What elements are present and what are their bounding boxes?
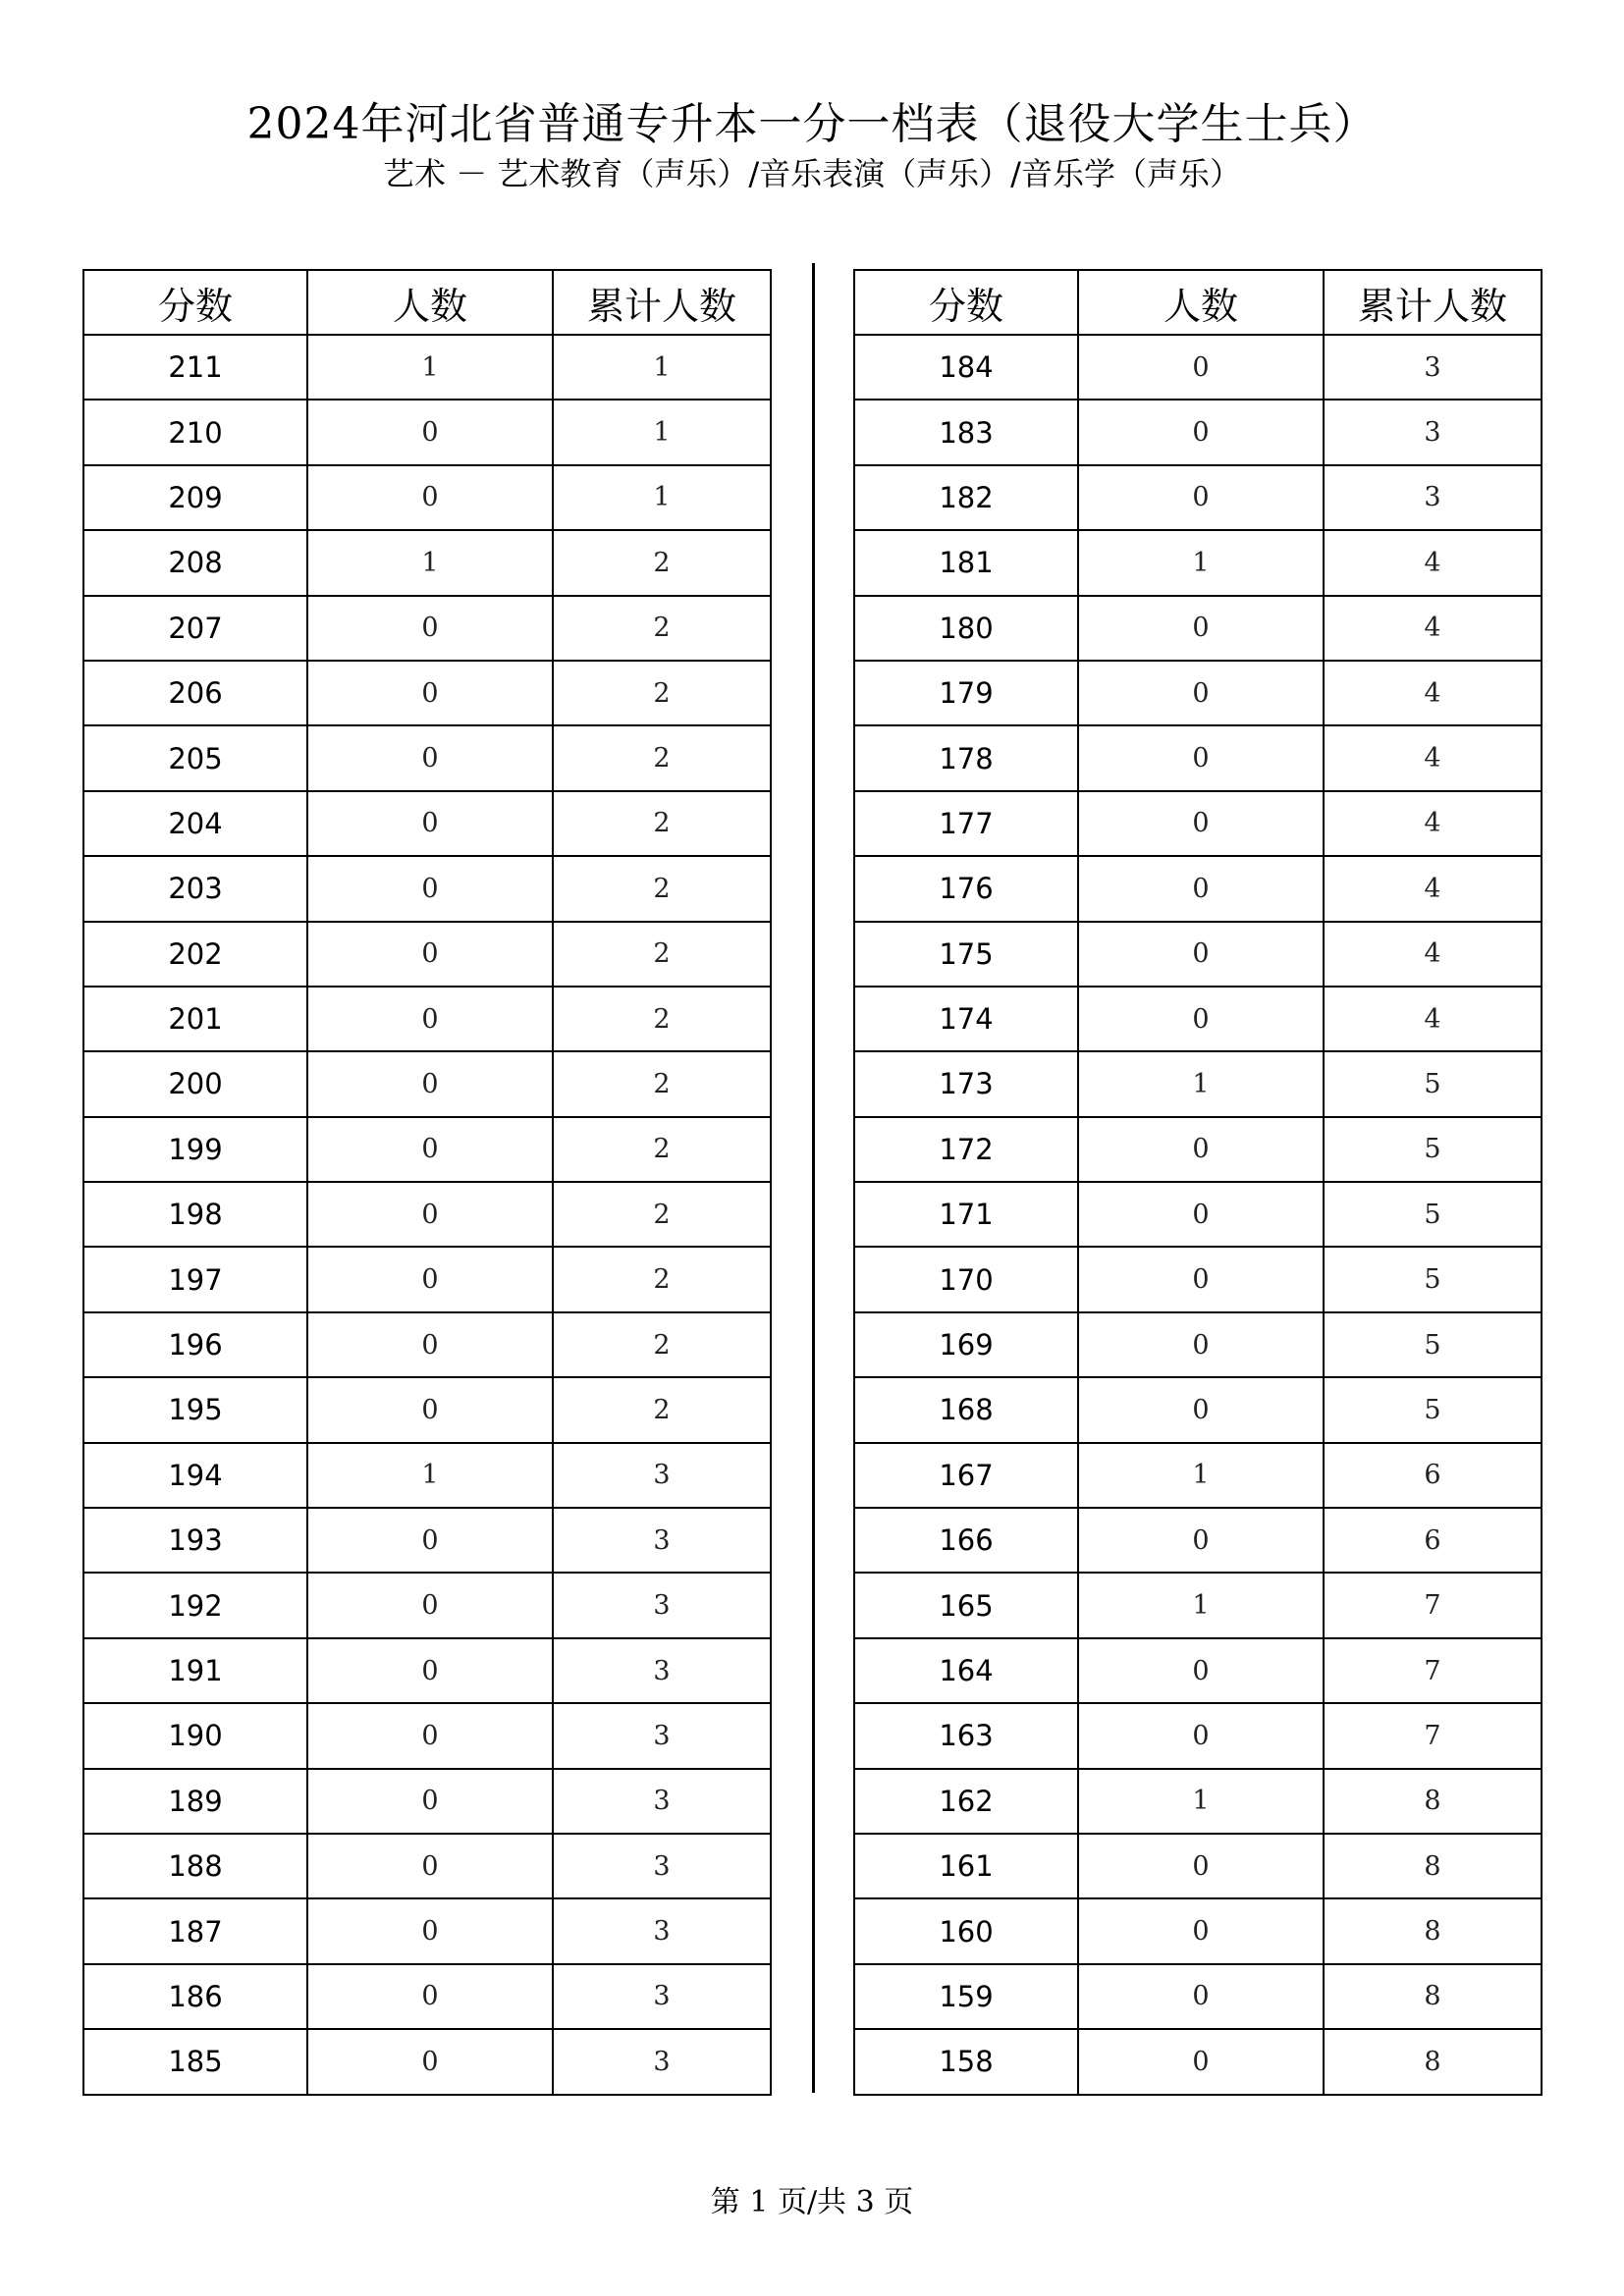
score-cell: 164 xyxy=(854,1638,1078,1703)
count-cell: 0 xyxy=(1078,661,1324,725)
count-cell: 0 xyxy=(1078,2029,1324,2094)
cumulative-cell: 2 xyxy=(553,1247,771,1311)
table-row xyxy=(854,791,1542,856)
table-row xyxy=(83,1117,771,1182)
score-table-left xyxy=(82,269,772,2096)
score-cell: 194 xyxy=(83,1443,307,1508)
count-cell: 0 xyxy=(1078,1898,1324,1963)
score-cell: 198 xyxy=(83,1182,307,1247)
count-cell: 1 xyxy=(1078,530,1324,595)
cumulative-cell: 3 xyxy=(1324,465,1542,530)
count-cell: 0 xyxy=(307,1312,553,1377)
score-cell: 161 xyxy=(854,1834,1078,1898)
cumulative-cell: 8 xyxy=(1324,1769,1542,1834)
cumulative-cell: 4 xyxy=(1324,987,1542,1051)
header-score: 分数 xyxy=(83,270,307,335)
table-row xyxy=(83,596,771,661)
cumulative-cell: 3 xyxy=(553,1443,771,1508)
header-count: 人数 xyxy=(307,270,553,335)
score-cell: 168 xyxy=(854,1377,1078,1442)
count-cell: 0 xyxy=(307,2029,553,2094)
header-score: 分数 xyxy=(854,270,1078,335)
score-cell: 184 xyxy=(854,335,1078,400)
count-cell: 0 xyxy=(1078,1638,1324,1703)
table-row xyxy=(83,2029,771,2094)
cumulative-cell: 5 xyxy=(1324,1051,1542,1116)
score-table-right xyxy=(853,269,1543,2096)
count-cell: 0 xyxy=(307,1573,553,1637)
count-cell: 1 xyxy=(1078,1051,1324,1116)
count-cell: 0 xyxy=(307,922,553,987)
table-row xyxy=(854,400,1542,464)
table-row xyxy=(83,922,771,987)
count-cell: 0 xyxy=(307,1377,553,1442)
count-cell: 0 xyxy=(1078,987,1324,1051)
count-cell: 1 xyxy=(1078,1769,1324,1834)
table-row xyxy=(83,1638,771,1703)
cumulative-cell: 8 xyxy=(1324,2029,1542,2094)
count-cell: 1 xyxy=(307,530,553,595)
count-cell: 0 xyxy=(1078,335,1324,400)
table-row xyxy=(83,725,771,790)
table-row xyxy=(854,725,1542,790)
score-cell: 186 xyxy=(83,1964,307,2029)
score-cell: 208 xyxy=(83,530,307,595)
cumulative-cell: 7 xyxy=(1324,1573,1542,1637)
count-cell: 0 xyxy=(1078,1312,1324,1377)
score-cell: 173 xyxy=(854,1051,1078,1116)
cumulative-cell: 7 xyxy=(1324,1638,1542,1703)
cumulative-cell: 2 xyxy=(553,791,771,856)
count-cell: 0 xyxy=(307,661,553,725)
score-cell: 210 xyxy=(83,400,307,464)
cumulative-cell: 5 xyxy=(1324,1117,1542,1182)
table-row xyxy=(854,1573,1542,1637)
cumulative-cell: 3 xyxy=(1324,400,1542,464)
table-row xyxy=(83,530,771,595)
table-row xyxy=(83,856,771,921)
table-row xyxy=(83,1051,771,1116)
table-row xyxy=(83,1703,771,1768)
count-cell: 1 xyxy=(1078,1573,1324,1637)
cumulative-cell: 3 xyxy=(553,1834,771,1898)
cumulative-cell: 2 xyxy=(553,1051,771,1116)
cumulative-cell: 3 xyxy=(553,1769,771,1834)
count-cell: 1 xyxy=(307,335,553,400)
table-row xyxy=(854,465,1542,530)
score-cell: 188 xyxy=(83,1834,307,1898)
cumulative-cell: 4 xyxy=(1324,856,1542,921)
table-row xyxy=(854,1703,1542,1768)
score-cell: 176 xyxy=(854,856,1078,921)
cumulative-cell: 2 xyxy=(553,661,771,725)
document-title: 2024年河北省普通专升本一分一档表（退役大学生士兵） xyxy=(246,99,1378,149)
count-cell: 0 xyxy=(1078,791,1324,856)
cumulative-cell: 2 xyxy=(553,530,771,595)
cumulative-cell: 5 xyxy=(1324,1377,1542,1442)
score-cell: 183 xyxy=(854,400,1078,464)
table-row xyxy=(854,596,1542,661)
table-row xyxy=(83,1898,771,1963)
score-cell: 167 xyxy=(854,1443,1078,1508)
count-cell: 0 xyxy=(1078,856,1324,921)
cumulative-cell: 5 xyxy=(1324,1182,1542,1247)
score-cell: 204 xyxy=(83,791,307,856)
count-cell: 0 xyxy=(307,1051,553,1116)
cumulative-cell: 2 xyxy=(553,922,771,987)
table-row xyxy=(854,1638,1542,1703)
count-cell: 0 xyxy=(307,465,553,530)
cumulative-cell: 2 xyxy=(553,1182,771,1247)
count-cell: 0 xyxy=(1078,725,1324,790)
table-row xyxy=(854,1964,1542,2029)
count-cell: 0 xyxy=(307,1638,553,1703)
table-row xyxy=(854,1443,1542,1508)
table-row xyxy=(83,791,771,856)
table-row xyxy=(83,1182,771,1247)
cumulative-cell: 1 xyxy=(553,465,771,530)
cumulative-cell: 3 xyxy=(553,1573,771,1637)
cumulative-cell: 3 xyxy=(553,1898,771,1963)
count-cell: 0 xyxy=(1078,922,1324,987)
table-row xyxy=(83,1377,771,1442)
cumulative-cell: 4 xyxy=(1324,530,1542,595)
table-header-row xyxy=(854,270,1542,335)
cumulative-cell: 7 xyxy=(1324,1703,1542,1768)
cumulative-cell: 5 xyxy=(1324,1312,1542,1377)
score-cell: 166 xyxy=(854,1508,1078,1573)
table-row xyxy=(83,1312,771,1377)
score-cell: 187 xyxy=(83,1898,307,1963)
count-cell: 0 xyxy=(307,1247,553,1311)
table-row xyxy=(83,1769,771,1834)
cumulative-cell: 6 xyxy=(1324,1443,1542,1508)
score-cell: 177 xyxy=(854,791,1078,856)
cumulative-cell: 8 xyxy=(1324,1964,1542,2029)
score-cell: 163 xyxy=(854,1703,1078,1768)
count-cell: 0 xyxy=(1078,596,1324,661)
count-cell: 0 xyxy=(1078,1508,1324,1573)
table-row xyxy=(854,1247,1542,1311)
cumulative-cell: 3 xyxy=(553,1508,771,1573)
count-cell: 0 xyxy=(1078,1834,1324,1898)
score-cell: 209 xyxy=(83,465,307,530)
score-cell: 203 xyxy=(83,856,307,921)
table-row xyxy=(83,661,771,725)
score-cell: 182 xyxy=(854,465,1078,530)
cumulative-cell: 8 xyxy=(1324,1898,1542,1963)
score-cell: 160 xyxy=(854,1898,1078,1963)
score-cell: 206 xyxy=(83,661,307,725)
table-row xyxy=(83,1247,771,1311)
cumulative-cell: 6 xyxy=(1324,1508,1542,1573)
table-row xyxy=(854,922,1542,987)
cumulative-cell: 2 xyxy=(553,856,771,921)
count-cell: 0 xyxy=(307,1508,553,1573)
count-cell: 0 xyxy=(307,1769,553,1834)
count-cell: 0 xyxy=(307,1964,553,2029)
score-cell: 191 xyxy=(83,1638,307,1703)
count-cell: 0 xyxy=(307,1834,553,1898)
score-cell: 172 xyxy=(854,1117,1078,1182)
score-cell: 159 xyxy=(854,1964,1078,2029)
cumulative-cell: 3 xyxy=(553,1964,771,2029)
table-row xyxy=(854,530,1542,595)
cumulative-cell: 3 xyxy=(553,1638,771,1703)
score-cell: 199 xyxy=(83,1117,307,1182)
count-cell: 0 xyxy=(307,596,553,661)
table-row xyxy=(854,1312,1542,1377)
score-cell: 171 xyxy=(854,1182,1078,1247)
score-cell: 201 xyxy=(83,987,307,1051)
count-cell: 0 xyxy=(307,1703,553,1768)
count-cell: 0 xyxy=(307,856,553,921)
cumulative-cell: 4 xyxy=(1324,596,1542,661)
table-row xyxy=(854,661,1542,725)
header-cumulative: 累计人数 xyxy=(1324,270,1542,335)
cumulative-cell: 3 xyxy=(553,2029,771,2094)
score-cell: 211 xyxy=(83,335,307,400)
page-footer: 第 1 页/共 3 页 xyxy=(710,2185,914,2219)
score-cell: 195 xyxy=(83,1377,307,1442)
cumulative-cell: 8 xyxy=(1324,1834,1542,1898)
count-cell: 0 xyxy=(307,987,553,1051)
count-cell: 0 xyxy=(307,400,553,464)
cumulative-cell: 4 xyxy=(1324,791,1542,856)
score-cell: 180 xyxy=(854,596,1078,661)
cumulative-cell: 2 xyxy=(553,725,771,790)
count-cell: 1 xyxy=(307,1443,553,1508)
table-row xyxy=(854,856,1542,921)
cumulative-cell: 4 xyxy=(1324,661,1542,725)
table-row xyxy=(854,1377,1542,1442)
table-row xyxy=(854,1508,1542,1573)
score-cell: 189 xyxy=(83,1769,307,1834)
table-row xyxy=(854,1898,1542,1963)
score-cell: 179 xyxy=(854,661,1078,725)
count-cell: 0 xyxy=(307,1182,553,1247)
count-cell: 0 xyxy=(307,725,553,790)
score-cell: 197 xyxy=(83,1247,307,1311)
count-cell: 0 xyxy=(1078,465,1324,530)
score-cell: 202 xyxy=(83,922,307,987)
table-row xyxy=(854,1834,1542,1898)
score-cell: 165 xyxy=(854,1573,1078,1637)
table-row xyxy=(83,465,771,530)
score-cell: 207 xyxy=(83,596,307,661)
document-subtitle: 艺术 － 艺术教育（声乐）/音乐表演（声乐）/音乐学（声乐） xyxy=(383,155,1241,192)
table-row xyxy=(854,1051,1542,1116)
table-row xyxy=(854,1769,1542,1834)
cumulative-cell: 2 xyxy=(553,1377,771,1442)
score-cell: 162 xyxy=(854,1769,1078,1834)
score-cell: 170 xyxy=(854,1247,1078,1311)
score-cell: 174 xyxy=(854,987,1078,1051)
score-cell: 158 xyxy=(854,2029,1078,2094)
table-row xyxy=(83,1964,771,2029)
table-row xyxy=(854,1117,1542,1182)
table-row xyxy=(83,1834,771,1898)
score-cell: 200 xyxy=(83,1051,307,1116)
table-row xyxy=(854,2029,1542,2094)
table-row xyxy=(854,1182,1542,1247)
cumulative-cell: 4 xyxy=(1324,725,1542,790)
count-cell: 0 xyxy=(1078,400,1324,464)
column-divider xyxy=(812,263,815,2093)
cumulative-cell: 2 xyxy=(553,596,771,661)
header-count: 人数 xyxy=(1078,270,1324,335)
table-row xyxy=(83,1443,771,1508)
header-cumulative: 累计人数 xyxy=(553,270,771,335)
cumulative-cell: 3 xyxy=(1324,335,1542,400)
cumulative-cell: 5 xyxy=(1324,1247,1542,1311)
score-cell: 193 xyxy=(83,1508,307,1573)
table-row xyxy=(83,987,771,1051)
cumulative-cell: 1 xyxy=(553,335,771,400)
count-cell: 0 xyxy=(1078,1703,1324,1768)
count-cell: 0 xyxy=(1078,1182,1324,1247)
table-row xyxy=(83,400,771,464)
score-cell: 169 xyxy=(854,1312,1078,1377)
score-cell: 181 xyxy=(854,530,1078,595)
cumulative-cell: 1 xyxy=(553,400,771,464)
score-cell: 192 xyxy=(83,1573,307,1637)
table-row xyxy=(854,335,1542,400)
count-cell: 0 xyxy=(1078,1964,1324,2029)
score-cell: 178 xyxy=(854,725,1078,790)
score-cell: 185 xyxy=(83,2029,307,2094)
count-cell: 0 xyxy=(307,1898,553,1963)
score-cell: 190 xyxy=(83,1703,307,1768)
score-cell: 196 xyxy=(83,1312,307,1377)
table-row xyxy=(854,987,1542,1051)
score-cell: 175 xyxy=(854,922,1078,987)
count-cell: 0 xyxy=(1078,1247,1324,1311)
score-cell: 205 xyxy=(83,725,307,790)
count-cell: 1 xyxy=(1078,1443,1324,1508)
cumulative-cell: 3 xyxy=(553,1703,771,1768)
count-cell: 0 xyxy=(1078,1377,1324,1442)
table-row xyxy=(83,335,771,400)
table-header-row xyxy=(83,270,771,335)
cumulative-cell: 2 xyxy=(553,987,771,1051)
cumulative-cell: 2 xyxy=(553,1117,771,1182)
count-cell: 0 xyxy=(1078,1117,1324,1182)
cumulative-cell: 2 xyxy=(553,1312,771,1377)
cumulative-cell: 4 xyxy=(1324,922,1542,987)
count-cell: 0 xyxy=(307,791,553,856)
table-row xyxy=(83,1573,771,1637)
count-cell: 0 xyxy=(307,1117,553,1182)
table-row xyxy=(83,1508,771,1573)
